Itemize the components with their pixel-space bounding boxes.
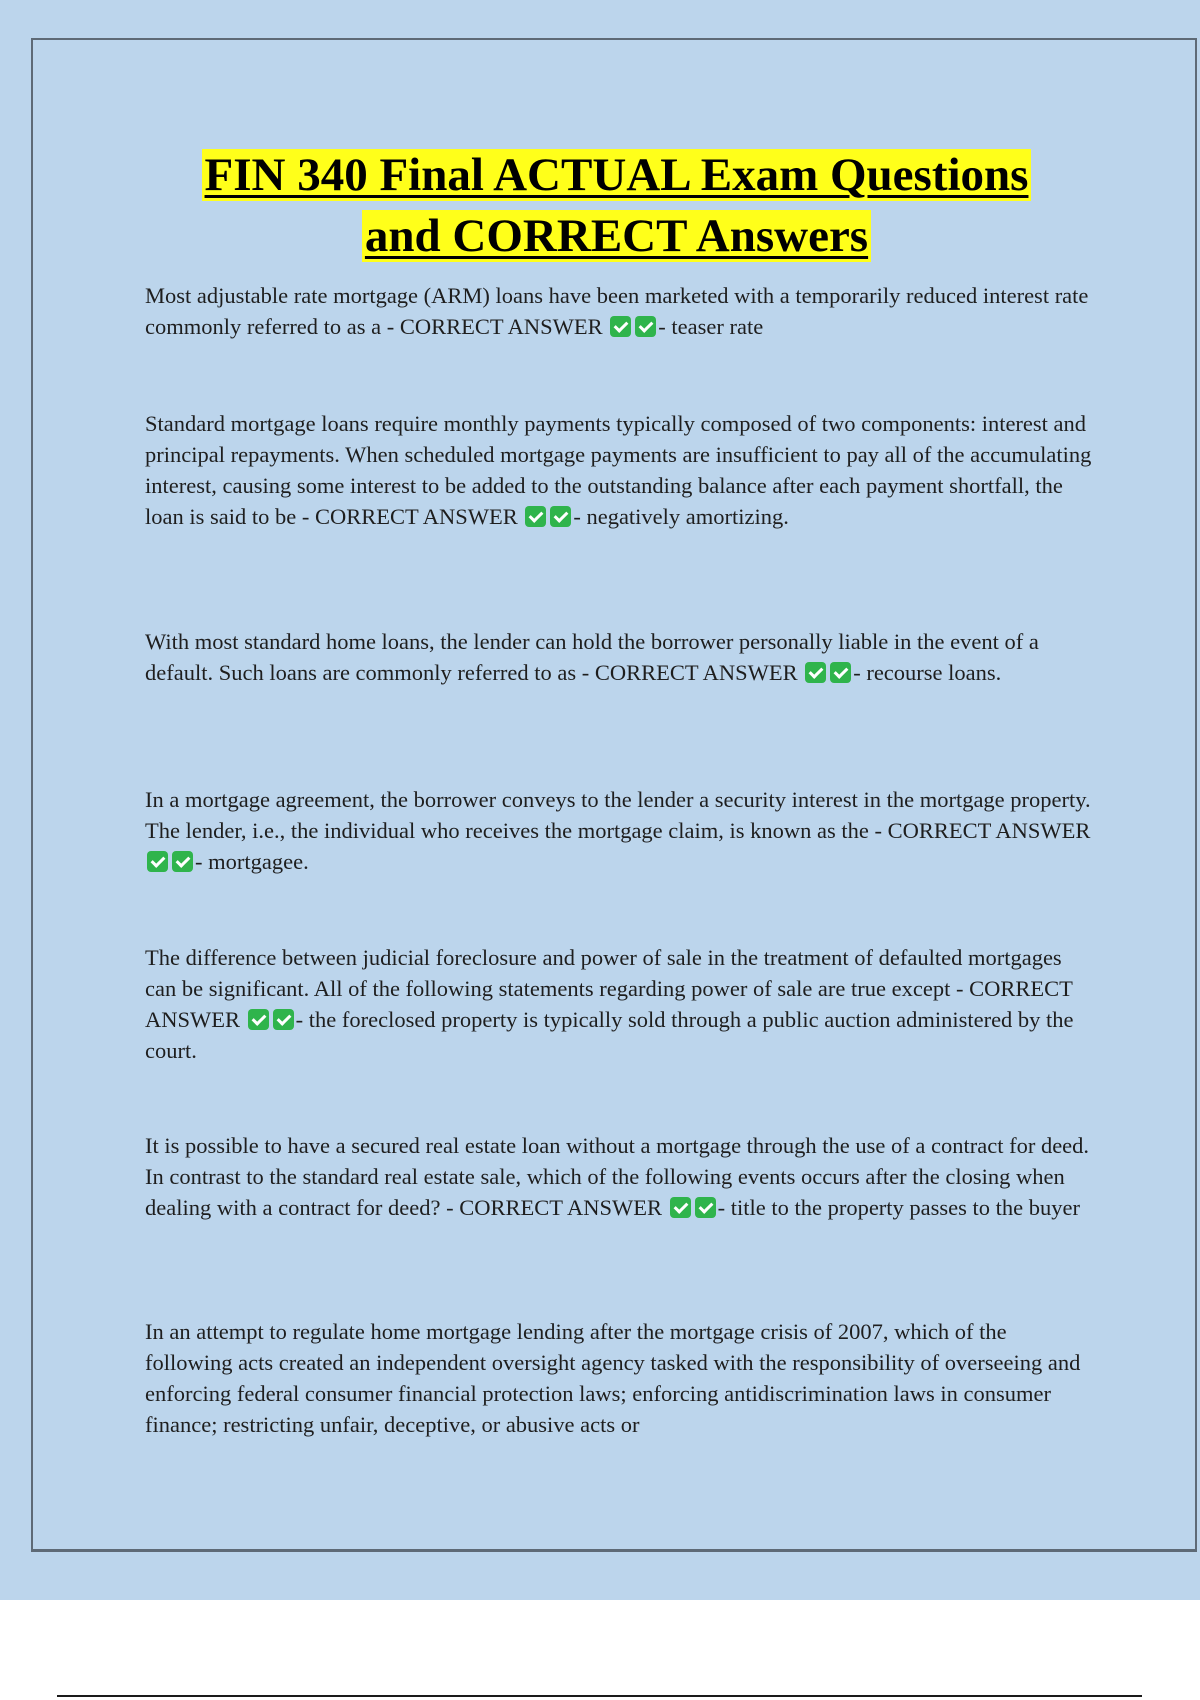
check-icon bbox=[248, 1009, 269, 1030]
qa-item-6 bbox=[145, 1130, 1095, 1223]
title-line-2: and CORRECT Answers bbox=[362, 210, 871, 262]
question-text: In a mortgage agreement, the borrower conveys to the lender a security interest in the mortgage property. The lender, i.e., the individual who receives the mortgage claim, is known as the - CORRECT ANSWER bbox=[145, 787, 1091, 843]
qa-item-3 bbox=[145, 626, 1095, 688]
qa-item-5 bbox=[145, 942, 1095, 1066]
check-icon bbox=[670, 1197, 691, 1218]
question-text: With most standard home loans, the lender can hold the borrower personally liable in the event of a default. Such loans are commonly referred to as - CORRECT ANSWER bbox=[145, 629, 1039, 685]
answer-text: - title to the property passes to the buyer bbox=[717, 1195, 1081, 1220]
question-text: It is possible to have a secured real estate loan without a mortgage through the use of a contract for deed. In contrast to the standard real estate sale, which of the following events occurs after the closing when dealing with a contract for deed? - CORRECT ANSWER bbox=[145, 1133, 1090, 1220]
question-text: The difference between judicial foreclosure and power of sale in the treatment of defaulted mortgages can be significant. All of the following statements regarding power of sale are true except - CORRECT ANSWER bbox=[145, 945, 1073, 1032]
answer-text: - recourse loans. bbox=[853, 660, 1002, 685]
check-icon bbox=[695, 1197, 716, 1218]
footer-divider bbox=[57, 1695, 1142, 1697]
answer-text: - negatively amortizing. bbox=[573, 504, 789, 529]
question-text: Standard mortgage loans require monthly payments typically composed of two components: interest and principal repayments. When scheduled mortgage payments are insufficient to pay all of the accumulating interest, causing some interest to be added to the outstanding balance after each payment shortfall, the loan is said to be - CORRECT ANSWER bbox=[145, 411, 1092, 529]
title-line-1: FIN 340 Final ACTUAL Exam Questions bbox=[202, 149, 1032, 201]
check-icon bbox=[805, 662, 826, 683]
question-text: In an attempt to regulate home mortgage lending after the mortgage crisis of 2007, which of the following acts created an independent oversight agency tasked with the responsibility of overseeing and enforcing federal consumer financial protection laws; enforcing antidiscrimination laws in consumer finance; restricting unfair, deceptive, or abusive acts or bbox=[145, 1319, 1081, 1437]
answer-text: - teaser rate bbox=[658, 314, 764, 339]
document-title bbox=[120, 145, 1113, 267]
answer-text: - mortgagee. bbox=[195, 849, 309, 874]
qa-item-4 bbox=[145, 784, 1095, 877]
check-icon bbox=[830, 662, 851, 683]
qa-item-7 bbox=[145, 1316, 1095, 1440]
check-icon bbox=[525, 506, 546, 527]
qa-item-2 bbox=[145, 408, 1095, 532]
question-text: Most adjustable rate mortgage (ARM) loans have been marketed with a temporarily reduced interest rate commonly referred to as a - CORRECT ANSWER bbox=[145, 283, 1089, 339]
check-icon bbox=[147, 851, 168, 872]
check-icon bbox=[635, 316, 656, 337]
qa-item-1 bbox=[145, 280, 1095, 342]
check-icon bbox=[172, 851, 193, 872]
check-icon bbox=[273, 1009, 294, 1030]
answer-text: - the foreclosed property is typically sold through a public auction administered by the court. bbox=[145, 1007, 1074, 1063]
check-icon bbox=[550, 506, 571, 527]
check-icon bbox=[610, 316, 631, 337]
